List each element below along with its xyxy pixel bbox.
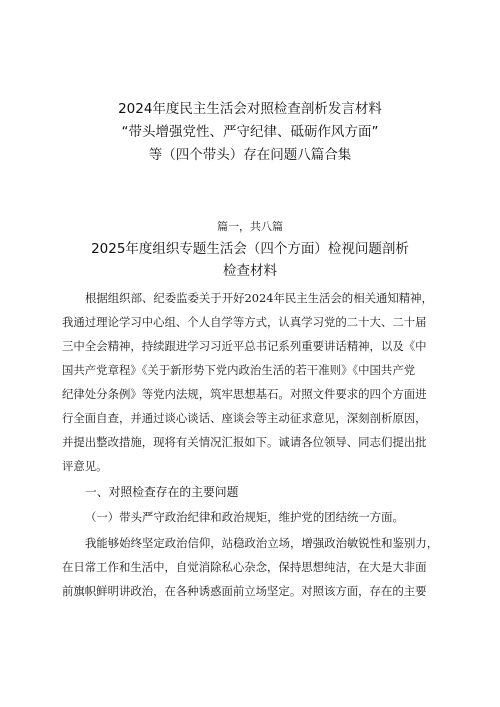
intro-line: 根据组织部、纪委监委关于开好2024年民主生活会的相关通知精神， [85,291,433,305]
body-line: 我能够始终坚定政治信仰，站稳政治立场，增强政治敏锐性和鉴别力， [85,536,439,550]
intro-paragraph [62,286,440,478]
intro-line: 我通过理论学习中心组、个人自学等方式，认真学习党的二十大、二十届 [62,315,427,329]
document-title-line-2: “带头增强党性、严守纪律、砥砺作风方面” [121,124,379,140]
body-line: 在日常工作和生活中，自觉消除私心杂念，保持思想纯洁，在大是大非面 [62,560,427,574]
intro-line: 三中全会精神，持续跟进学习习近平总书记系列重要讲话精神，以及《中 [62,339,427,353]
section-title-line-2: 检查材料 [223,263,277,279]
section-title-line-1: 2025年度组织专题生活会（四个方面）检视问题剖析 [91,241,409,257]
intro-line: 纪律处分条例》等党内法规，筑牢思想基石。对照文件要求的四个方面进 [62,387,427,401]
subheading-political-discipline: （一）带头严守政治纪律和政治规矩，维护党的团结统一方面。 [85,510,404,524]
document-title-line-3: 等（四个带头）存在问题八篇合集 [148,147,352,163]
intro-line: 并提出整改措施，现将有关情况汇报如下。诚请各位领导、同志们提出批 [62,435,427,449]
intro-line: 国共产党章程》《关于新形势下党内政治生活的若干准则》《中国共产党 [62,363,416,377]
body-line: 前旗帜鲜明讲政治，在各种诱惑面前立场坚定。对照该方面，存在的主要 [62,584,427,598]
intro-line: 行全面自查，并通过谈心谈话、座谈会等主动征求意见，深刻剖析原因， [62,411,427,425]
document-title-line-1: 2024年度民主生活会对照检查剖析发言材料 [118,101,382,117]
body-paragraph [62,531,440,603]
heading-main-problems: 一、对照检查存在的主要问题 [85,485,239,499]
section-label: 篇一，共八篇 [217,220,283,233]
intro-line: 评意见。 [62,459,108,473]
